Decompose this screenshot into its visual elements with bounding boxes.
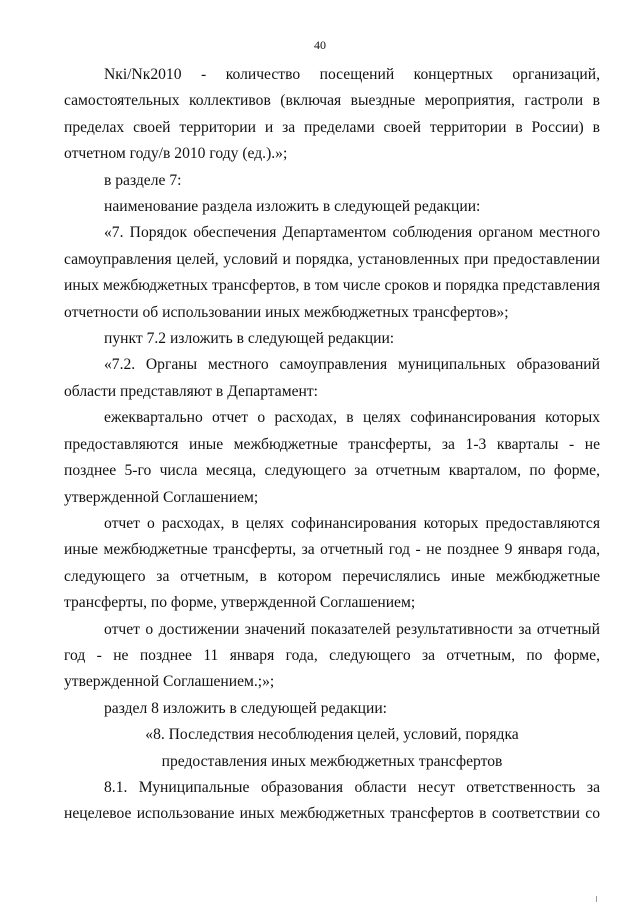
section-8-heading [64,722,600,775]
paragraph-section-7-intro: в разделе 7: [104,171,182,189]
paragraph-annual-report: отчет о расходах, в целях софинансирования которых предоставляются иные межбюджетные трансферты, за отчетный год - не позднее 9 января года, следующего за отчетным, в котором перечислялись иные межбюджетные трансферты, по форме, утвержденной Соглашением; [64,514,600,612]
scan-artifact [596,896,597,902]
paragraph-section-name-instruction: наименование раздела изложить в следующей редакции: [104,198,481,216]
paragraph-section-8-instruction: раздел 8 изложить в следующей редакции: [104,699,388,717]
section-8-heading-line-2: предоставления иных межбюджетных трансфертов [161,752,503,770]
section-8-heading-line-1: «8. Последствия несоблюдения целей, условий, порядка [145,726,519,744]
paragraph-indicator-definition: Nкi/Nк2010 - количество посещений концертных организаций, самостоятельных коллективов (включая выездные мероприятия, гастроли в пределах своей территории и за пределами своей территории в России) в отчетном году/в 2010 году (ед.).»; [64,66,600,163]
paragraph-section-7-title: «7. Порядок обеспечения Департаментом соблюдения органом местного самоуправления целей, условий и порядка, установленных при предоставлении иных межбюджетных трансфертов, в том числе сроков и порядка представления отчетности об использовании иных межбюджетных трансфертов»; [64,224,600,321]
paragraph-quarterly-report: ежеквартально отчет о расходах, в целях софинансирования которых предоставляются иные межбюджетные трансферты, за 1-3 кварталы - не позднее 5-го числа месяца, следующего за отчетным кварталом, по форме, утвержденной Соглашением; [64,409,600,506]
page-number: 40 [314,38,326,52]
paragraph-performance-report: отчет о достижении значений показателей результативности за отчетный год - не позднее 11 января года, следующего за отчетным, по форме, утвержденной Соглашением.;»; [64,620,600,691]
paragraph-item-8-1: 8.1. Муниципальные образования области несут ответственность за нецелевое использование иных межбюджетных трансфертов в соответствии со [64,778,600,823]
paragraph-item-7-2-instruction: пункт 7.2 изложить в следующей редакции: [104,330,395,348]
document-body [64,62,600,828]
paragraph-item-7-2: «7.2. Органы местного самоуправления муниципальных образований области представляют в Департамент: [64,356,600,400]
